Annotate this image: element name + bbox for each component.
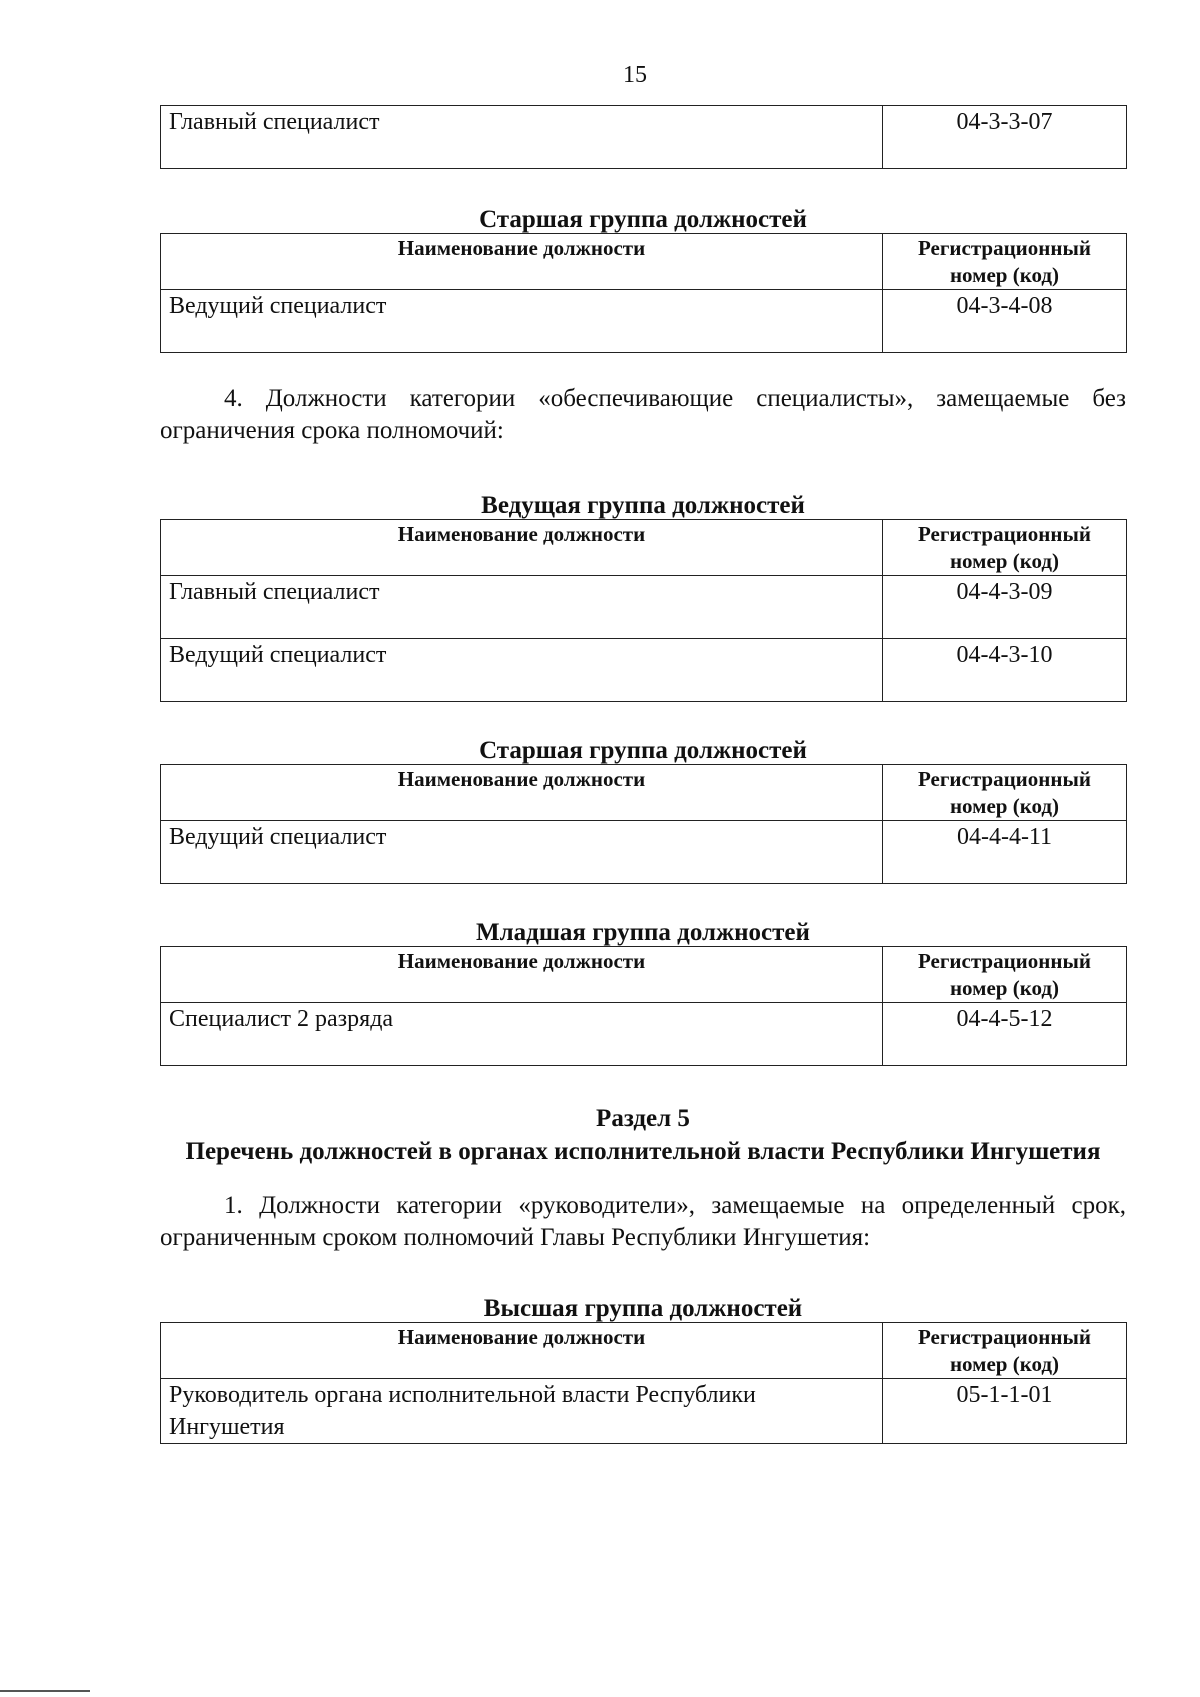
position-name: Руководитель органа исполнительной власти Республики Ингушетия <box>161 1379 883 1444</box>
position-name: Ведущий специалист <box>161 290 883 353</box>
positions-table <box>160 946 1127 1066</box>
scan-edge-line <box>0 1690 90 1692</box>
position-name: Главный специалист <box>161 576 883 639</box>
table-header-row <box>161 234 1127 290</box>
table-header-row <box>161 947 1127 1003</box>
table-header-row <box>161 765 1127 821</box>
positions-table <box>160 764 1127 884</box>
position-code: 04-3-3-07 <box>883 106 1127 169</box>
header-name: Наименование должности <box>161 947 883 1003</box>
position-code: 04-3-4-08 <box>883 290 1127 353</box>
group-title: Старшая группа должностей <box>479 206 807 233</box>
table-row <box>161 106 1127 169</box>
positions-table <box>160 1322 1127 1444</box>
section-title: Перечень должностей в органах исполнительной власти Республики Ингушетия <box>185 1138 1101 1165</box>
table-header-row <box>161 1323 1127 1379</box>
group-title: Старшая группа должностей <box>479 737 807 764</box>
position-name: Главный специалист <box>161 106 883 169</box>
table-row <box>161 576 1127 639</box>
position-code: 04-4-5-12 <box>883 1003 1127 1066</box>
header-name: Наименование должности <box>161 520 883 576</box>
header-code: Регистрационный номер (код) <box>883 520 1127 576</box>
page-content <box>160 105 1126 1444</box>
table-row <box>161 639 1127 702</box>
header-code: Регистрационный номер (код) <box>883 947 1127 1003</box>
header-code: Регистрационный номер (код) <box>883 765 1127 821</box>
positions-table <box>160 519 1127 702</box>
table-row <box>161 821 1127 884</box>
position-code: 05-1-1-01 <box>883 1379 1127 1444</box>
position-code: 04-4-4-11 <box>883 821 1127 884</box>
position-name: Ведущий специалист <box>161 639 883 702</box>
header-name: Наименование должности <box>161 1323 883 1379</box>
position-name: Ведущий специалист <box>161 821 883 884</box>
group-title: Младшая группа должностей <box>476 919 810 946</box>
position-code: 04-4-3-09 <box>883 576 1127 639</box>
table-row <box>161 1003 1127 1066</box>
paragraph-5-1: 1. Должности категории «руководители», замещаемые на определенный срок, ограниченным сроком полномочий Главы Республики Ингушетия: <box>160 1192 1126 1251</box>
table-continued <box>160 105 1127 169</box>
table-row <box>161 1379 1127 1444</box>
header-name: Наименование должности <box>161 765 883 821</box>
paragraph-4: 4. Должности категории «обеспечивающие специалисты», замещаемые без ограничения срока полномочий: <box>160 385 1126 444</box>
page-number: 15 <box>623 62 647 88</box>
group-title: Высшая группа должностей <box>483 1295 803 1322</box>
section-number: Раздел 5 <box>596 1105 690 1132</box>
header-code: Регистрационный номер (код) <box>883 1323 1127 1379</box>
header-name: Наименование должности <box>161 234 883 290</box>
table-row <box>161 290 1127 353</box>
positions-table <box>160 233 1127 353</box>
group-title: Ведущая группа должностей <box>481 492 805 519</box>
position-name: Специалист 2 разряда <box>161 1003 883 1066</box>
header-code: Регистрационный номер (код) <box>883 234 1127 290</box>
table-header-row <box>161 520 1127 576</box>
position-code: 04-4-3-10 <box>883 639 1127 702</box>
